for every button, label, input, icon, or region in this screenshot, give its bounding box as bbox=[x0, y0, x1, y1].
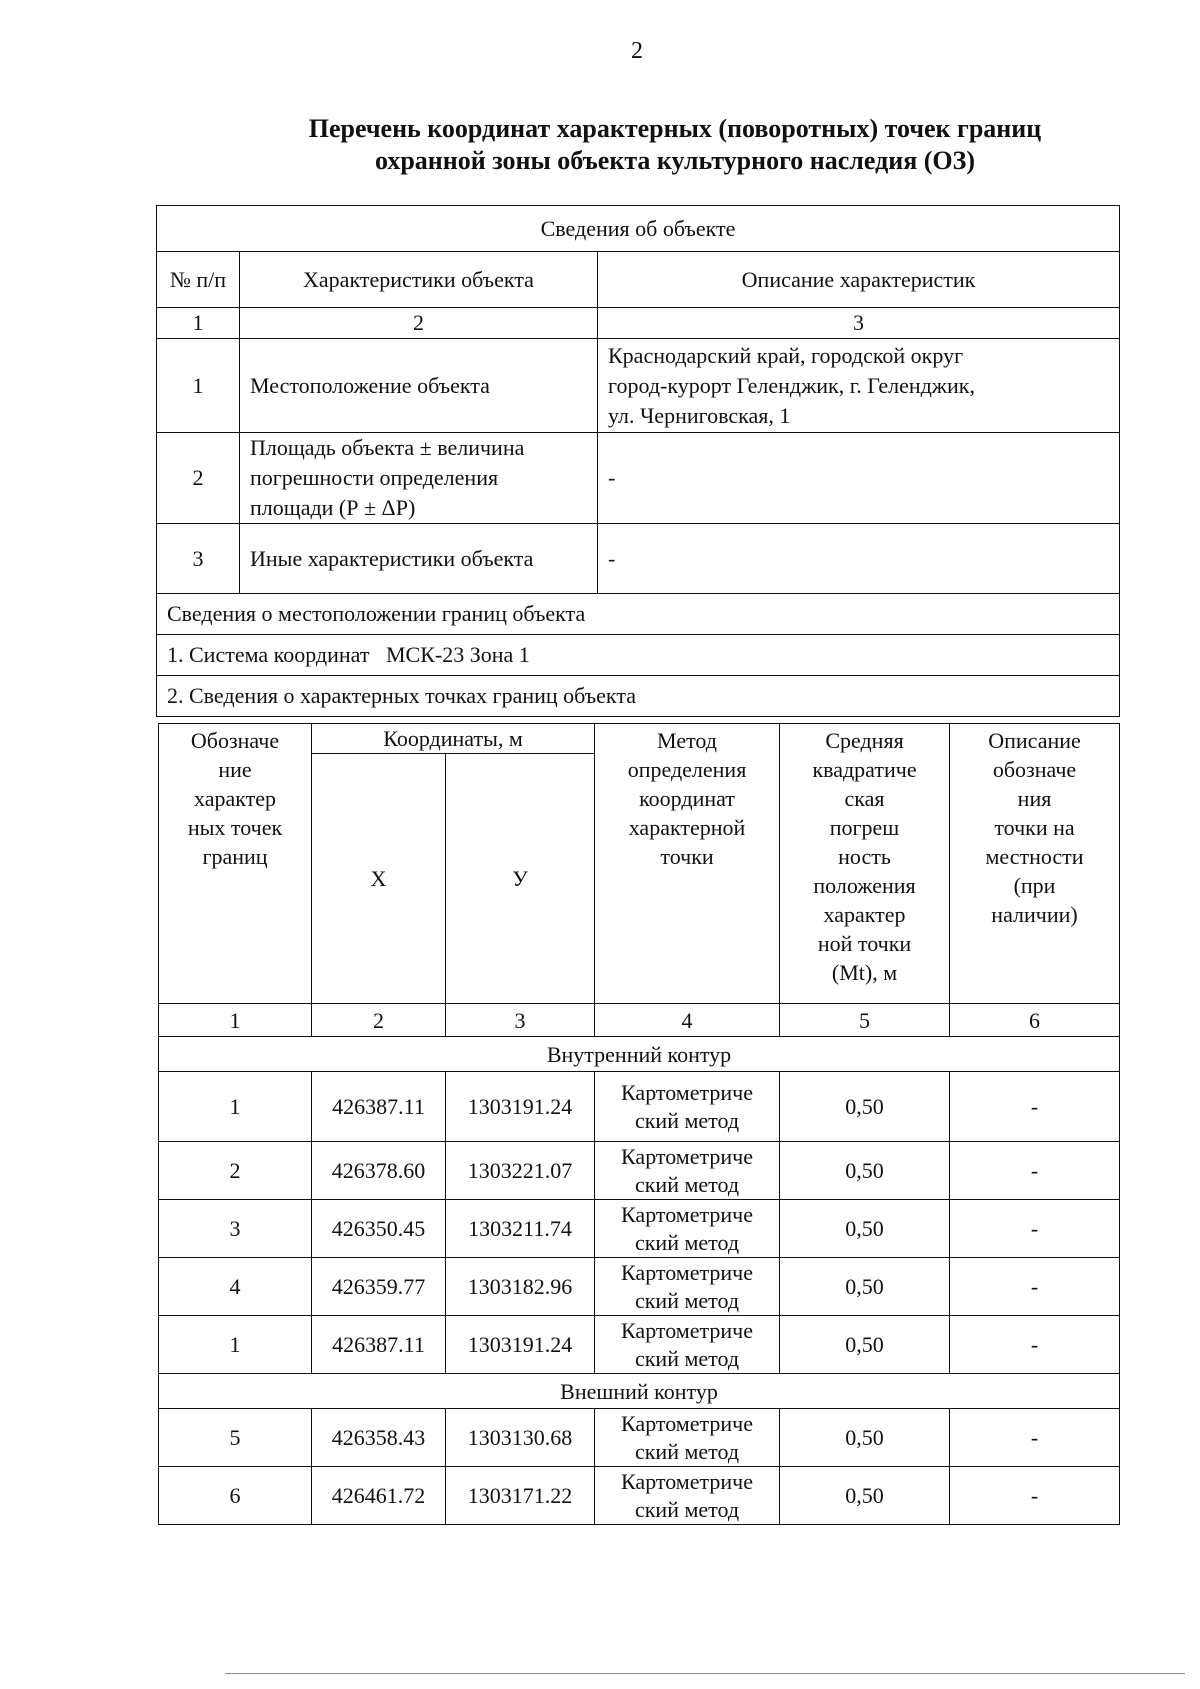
method bbox=[595, 1316, 780, 1374]
points-body bbox=[159, 1037, 1120, 1525]
method bbox=[595, 1409, 780, 1467]
header-x: Х bbox=[312, 754, 446, 1004]
method-line: Картометриче bbox=[621, 1468, 753, 1494]
row-number: 3 bbox=[157, 524, 240, 594]
name-line: Площадь объекта ± величина bbox=[250, 435, 525, 460]
method-line: Картометриче bbox=[621, 1317, 753, 1343]
point-number: 2 bbox=[159, 1142, 312, 1200]
header-line: характерной bbox=[628, 815, 746, 840]
table-row bbox=[159, 1316, 1120, 1374]
point-note: - bbox=[950, 1258, 1120, 1316]
point-number: 5 bbox=[159, 1409, 312, 1467]
coordinate-x: 426387.11 bbox=[312, 1072, 446, 1142]
table-row bbox=[159, 1467, 1120, 1525]
name-line: площади (Р ± ΔР) bbox=[250, 495, 416, 520]
document-title bbox=[230, 113, 1120, 177]
header-y: У bbox=[446, 754, 595, 1004]
method-line: ский метод bbox=[634, 1229, 740, 1255]
column-number: 1 bbox=[157, 308, 240, 339]
mean-square-error: 0,50 bbox=[780, 1258, 950, 1316]
header-line: Обозначе bbox=[190, 728, 280, 753]
table-row bbox=[159, 1142, 1120, 1200]
object-row-location bbox=[157, 339, 1120, 433]
mean-square-error: 0,50 bbox=[780, 1200, 950, 1258]
bottom-rule bbox=[225, 1673, 1185, 1674]
description-line: город-курорт Геленджик, г. Геленджик, bbox=[608, 372, 975, 398]
coordinate-y: 1303182.96 bbox=[446, 1258, 595, 1316]
header-line: ния bbox=[1017, 786, 1052, 811]
header-mean-square-error bbox=[780, 724, 950, 1004]
mean-square-error: 0,50 bbox=[780, 1142, 950, 1200]
row-number: 2 bbox=[157, 433, 240, 524]
coordinate-y: 1303191.24 bbox=[446, 1072, 595, 1142]
location-description bbox=[598, 339, 1120, 433]
header-line: ность bbox=[838, 844, 891, 869]
method-line: Картометриче bbox=[621, 1079, 753, 1105]
mean-square-error: 0,50 bbox=[780, 1467, 950, 1525]
description-line: ул. Черниговская, 1 bbox=[608, 402, 791, 428]
header-line: погреш bbox=[829, 815, 900, 840]
header-line: Средняя bbox=[825, 728, 904, 753]
area-description: - bbox=[598, 433, 1120, 524]
column-number: 5 bbox=[780, 1004, 950, 1037]
method bbox=[595, 1200, 780, 1258]
header-line: наличии) bbox=[991, 902, 1078, 927]
point-number: 4 bbox=[159, 1258, 312, 1316]
object-info-section-header: Сведения об объекте bbox=[157, 206, 1120, 252]
location-section-header: Сведения о местоположении границ объекта bbox=[157, 594, 1120, 635]
point-note: - bbox=[950, 1072, 1120, 1142]
contour-title: Внешний контур bbox=[159, 1374, 1120, 1409]
column-number: 3 bbox=[598, 308, 1120, 339]
contour-section-row bbox=[159, 1037, 1120, 1072]
contour-title: Внутренний контур bbox=[159, 1037, 1120, 1072]
header-characteristics: Характеристики объекта bbox=[240, 252, 598, 308]
coordinate-x: 426358.43 bbox=[312, 1409, 446, 1467]
method-line: ский метод bbox=[634, 1345, 740, 1371]
header-line: (при bbox=[1013, 873, 1056, 898]
header-coordinates: Координаты, м bbox=[312, 724, 595, 754]
row-number: 1 bbox=[157, 339, 240, 433]
method-line: Картометриче bbox=[621, 1201, 753, 1227]
header-line: (Mt), м bbox=[831, 960, 898, 985]
column-number: 2 bbox=[240, 308, 598, 339]
table-row bbox=[159, 1409, 1120, 1467]
characteristic-name: Иные характеристики объекта bbox=[240, 524, 598, 594]
header-method bbox=[595, 724, 780, 1004]
mean-square-error: 0,50 bbox=[780, 1072, 950, 1142]
header-line: точки bbox=[660, 844, 714, 869]
method bbox=[595, 1142, 780, 1200]
header-num: № п/п bbox=[157, 252, 240, 308]
header-designation bbox=[159, 724, 312, 1004]
header-point-description bbox=[950, 724, 1120, 1004]
method bbox=[595, 1467, 780, 1525]
mean-square-error: 0,50 bbox=[780, 1409, 950, 1467]
coordinate-x: 426461.72 bbox=[312, 1467, 446, 1525]
table-row bbox=[159, 1200, 1120, 1258]
point-note: - bbox=[950, 1200, 1120, 1258]
method-line: ский метод bbox=[634, 1438, 740, 1464]
header-line: Метод bbox=[657, 728, 717, 753]
other-description: - bbox=[598, 524, 1120, 594]
column-number: 6 bbox=[950, 1004, 1120, 1037]
coordinate-x: 426350.45 bbox=[312, 1200, 446, 1258]
header-line: Описание bbox=[988, 728, 1081, 753]
header-line: характер bbox=[823, 902, 906, 927]
point-number: 6 bbox=[159, 1467, 312, 1525]
object-info-table bbox=[156, 205, 1120, 717]
coordinate-system: 1. Система координат МСК-23 Зона 1 bbox=[157, 635, 1120, 676]
header-line: координат bbox=[639, 786, 735, 811]
header-line: обозначе bbox=[992, 757, 1077, 782]
point-note: - bbox=[950, 1142, 1120, 1200]
coordinate-x: 426359.77 bbox=[312, 1258, 446, 1316]
header-line: ская bbox=[844, 786, 885, 811]
coordinate-y: 1303171.22 bbox=[446, 1467, 595, 1525]
coordinate-x: 426378.60 bbox=[312, 1142, 446, 1200]
method-line: Картометриче bbox=[621, 1143, 753, 1169]
point-note: - bbox=[950, 1316, 1120, 1374]
header-line: положения bbox=[813, 873, 916, 898]
page-number: 2 bbox=[631, 38, 643, 64]
column-number: 2 bbox=[312, 1004, 446, 1037]
characteristic-name: Местоположение объекта bbox=[240, 339, 598, 433]
mean-square-error: 0,50 bbox=[780, 1316, 950, 1374]
method-line: Картометриче bbox=[621, 1410, 753, 1436]
boundary-points-table bbox=[158, 723, 1120, 1525]
column-number: 4 bbox=[595, 1004, 780, 1037]
coordinate-y: 1303211.74 bbox=[446, 1200, 595, 1258]
document-title-line-1: Перечень координат характерных (поворотных) точек границ bbox=[308, 114, 1042, 143]
header-line: местности bbox=[985, 844, 1084, 869]
point-number: 1 bbox=[159, 1316, 312, 1374]
header-line: определения bbox=[627, 757, 747, 782]
header-line: границ bbox=[202, 844, 268, 869]
table-row bbox=[159, 1258, 1120, 1316]
object-row-other bbox=[157, 524, 1120, 594]
method-line: ский метод bbox=[634, 1287, 740, 1313]
point-number: 1 bbox=[159, 1072, 312, 1142]
coordinate-x: 426387.11 bbox=[312, 1316, 446, 1374]
document-title-line-2: охранной зоны объекта культурного наследия (ОЗ) bbox=[374, 146, 976, 175]
method-line: ский метод bbox=[634, 1496, 740, 1522]
header-line: ных точек bbox=[187, 815, 283, 840]
table-row bbox=[159, 1072, 1120, 1142]
object-row-area bbox=[157, 433, 1120, 524]
method-line: Картометриче bbox=[621, 1259, 753, 1285]
characteristic-name bbox=[240, 433, 598, 524]
coordinate-y: 1303191.24 bbox=[446, 1316, 595, 1374]
header-line: ной точки bbox=[817, 931, 912, 956]
header-line: квадратиче bbox=[812, 757, 917, 782]
method-line: ский метод bbox=[634, 1171, 740, 1197]
coordinate-y: 1303221.07 bbox=[446, 1142, 595, 1200]
method-line: ский метод bbox=[634, 1107, 740, 1133]
header-line: характер bbox=[193, 786, 277, 811]
header-description: Описание характеристик bbox=[598, 252, 1120, 308]
column-number: 3 bbox=[446, 1004, 595, 1037]
description-line: Краснодарский край, городской округ bbox=[608, 342, 964, 368]
header-line: точки на bbox=[994, 815, 1075, 840]
point-number: 3 bbox=[159, 1200, 312, 1258]
name-line: погрешности определения bbox=[250, 465, 499, 490]
column-number: 1 bbox=[159, 1004, 312, 1037]
header-line: ние bbox=[218, 757, 252, 782]
point-note: - bbox=[950, 1409, 1120, 1467]
points-section-header: 2. Сведения о характерных точках границ объекта bbox=[157, 676, 1120, 717]
contour-section-row bbox=[159, 1374, 1120, 1409]
method bbox=[595, 1258, 780, 1316]
coordinate-y: 1303130.68 bbox=[446, 1409, 595, 1467]
method bbox=[595, 1072, 780, 1142]
point-note: - bbox=[950, 1467, 1120, 1525]
